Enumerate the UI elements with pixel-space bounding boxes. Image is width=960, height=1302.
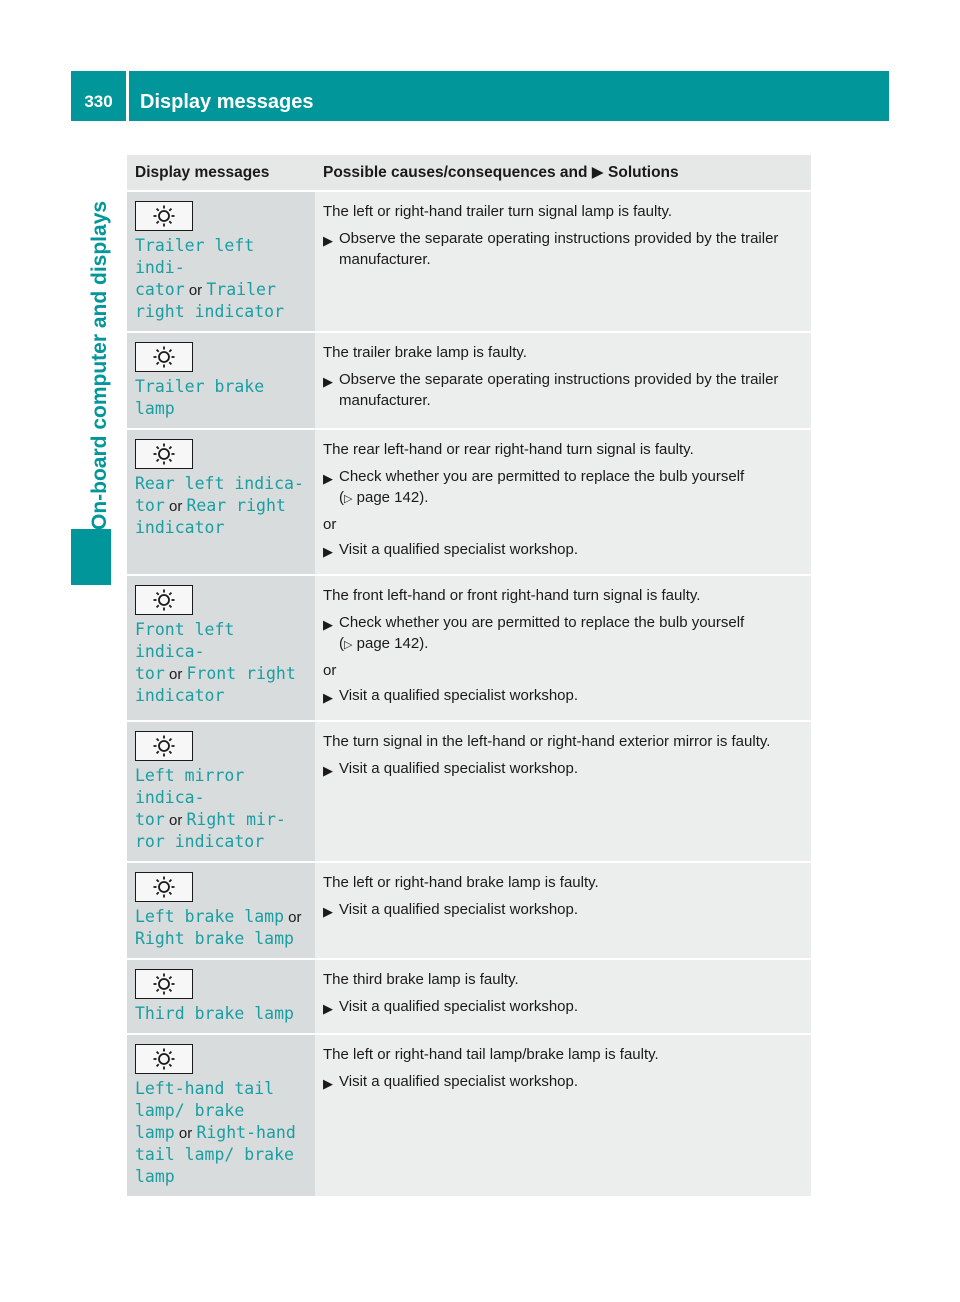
step-arrow-icon: ▶ <box>323 617 333 632</box>
bulb-icon <box>135 439 193 469</box>
message-name: Left mirror indica- tor <box>135 766 245 829</box>
solution-step <box>323 685 803 706</box>
display-message-cell <box>127 191 315 332</box>
step-text: Check whether you are permitted to replace the bulb yourself <box>339 614 745 631</box>
solution-step <box>323 228 803 270</box>
column-header-display-messages: Display messages <box>127 155 315 191</box>
table-row <box>127 959 811 1034</box>
display-message-cell <box>127 721 315 862</box>
cause-text: The third brake lamp is faulty. <box>323 971 519 988</box>
or-separator: or <box>164 666 187 683</box>
bulb-glyph <box>152 442 176 466</box>
step-text: Visit a qualified specialist workshop. <box>339 901 579 918</box>
message-text <box>135 765 307 853</box>
table-row <box>127 575 811 721</box>
bulb-glyph <box>152 588 176 612</box>
step-arrow-icon: ▶ <box>323 374 333 389</box>
display-message-cell <box>127 1034 315 1196</box>
header-divider <box>126 71 129 121</box>
display-message-cell <box>127 862 315 959</box>
message-text <box>135 1078 307 1188</box>
or-separator: or <box>174 1125 197 1142</box>
solution-step <box>323 369 803 411</box>
solution-cell <box>315 575 811 721</box>
table-row <box>127 191 811 332</box>
solution-cell <box>315 1034 811 1196</box>
message-name-alt: Trailer right indicator <box>135 280 285 321</box>
message-name-alt: Right brake lamp <box>135 929 294 948</box>
solution-step <box>323 996 803 1017</box>
display-messages-table <box>127 155 811 1196</box>
bulb-glyph <box>152 875 176 899</box>
solution-step: ▶ Check whether you are permitted to replace the bulb yourself (▷ page 142). <box>323 468 745 506</box>
step-arrow-icon: ▶ <box>323 690 333 705</box>
bulb-icon <box>135 872 193 902</box>
display-message-cell <box>127 575 315 721</box>
step-arrow-icon: ▶ <box>323 471 333 486</box>
solution-step <box>323 758 803 779</box>
display-message-cell <box>127 959 315 1034</box>
message-name-alt: Rear right indicator <box>135 496 286 537</box>
page-ref-icon: ▷ <box>344 493 353 505</box>
or-separator: or <box>164 498 187 515</box>
chapter-title: On-board computer and displays <box>88 200 111 530</box>
message-text <box>135 619 307 707</box>
message-text <box>135 473 307 539</box>
or-separator: or <box>284 909 302 926</box>
bulb-icon <box>135 342 193 372</box>
display-message-cell <box>127 429 315 575</box>
table-row <box>127 721 811 862</box>
message-text <box>135 376 307 420</box>
bulb-glyph <box>152 972 176 996</box>
step-text: Observe the separate operating instructions provided by the trailer manufacturer. <box>339 230 779 268</box>
message-name: Front left indica- tor <box>135 620 235 683</box>
message-name: Third brake lamp <box>135 1004 294 1023</box>
step-arrow-icon: ▶ <box>323 233 333 248</box>
message-name: Rear left indica- tor <box>135 474 304 515</box>
or-text: or <box>323 516 337 533</box>
solution-cell <box>315 332 811 429</box>
step-text: Visit a qualified specialist workshop. <box>339 541 579 558</box>
or-separator: or <box>164 812 187 829</box>
bulb-glyph <box>152 1047 176 1071</box>
page-reference-link[interactable]: page 142). <box>352 489 429 506</box>
message-name: Left brake lamp <box>135 907 285 926</box>
table-row <box>127 1034 811 1196</box>
table-row <box>127 862 811 959</box>
table-row <box>127 429 811 575</box>
step-arrow-icon: ▶ <box>323 544 333 559</box>
cause-text: The turn signal in the left-hand or right-hand exterior mirror is faulty. <box>323 733 771 750</box>
step-arrow-icon: ▶ <box>323 904 333 919</box>
solution-step: ▶ Check whether you are permitted to replace the bulb yourself (▷ page 142). <box>323 614 745 652</box>
solution-cell <box>315 721 811 862</box>
bulb-icon <box>135 731 193 761</box>
message-name: Left-hand tail lamp/ brake lamp <box>135 1079 275 1142</box>
cause-text: The left or right-hand tail lamp/brake lamp is faulty. <box>323 1046 659 1063</box>
page-number: 330 <box>84 92 113 111</box>
message-text <box>135 235 307 323</box>
header-solutions-text: Solutions <box>608 164 679 181</box>
cause-text: The left or right-hand brake lamp is faulty. <box>323 874 599 891</box>
page-reference-link[interactable]: page 142). <box>352 635 429 652</box>
bulb-glyph <box>152 734 176 758</box>
solution-cell <box>315 959 811 1034</box>
step-text: Visit a qualified specialist workshop. <box>339 687 579 704</box>
cause-text: The left or right-hand trailer turn signal lamp is faulty. <box>323 203 673 220</box>
step-text: Check whether you are permitted to replace the bulb yourself <box>339 468 745 485</box>
bulb-icon <box>135 201 193 231</box>
message-text <box>135 1003 307 1025</box>
table-row <box>127 332 811 429</box>
page-title: Display messages <box>140 91 314 113</box>
cause-text: The front left-hand or front right-hand turn signal is faulty. <box>323 587 701 604</box>
header-causes-text: Possible causes/consequences and <box>323 164 588 181</box>
cause-text: The rear left-hand or rear right-hand turn signal is faulty. <box>323 441 694 458</box>
solution-step <box>323 539 803 560</box>
step-text: Visit a qualified specialist workshop. <box>339 760 579 777</box>
message-text <box>135 906 307 950</box>
page-ref-icon: ▷ <box>344 639 353 651</box>
play-arrow-icon: ▶ <box>591 164 604 181</box>
display-message-cell <box>127 332 315 429</box>
step-arrow-icon: ▶ <box>323 1076 333 1091</box>
bulb-icon <box>135 1044 193 1074</box>
bulb-glyph <box>152 345 176 369</box>
message-name-alt: Front right indicator <box>135 664 296 705</box>
or-separator: or <box>184 282 207 299</box>
step-text: Visit a qualified specialist workshop. <box>339 998 579 1015</box>
solution-step <box>323 1071 803 1092</box>
step-arrow-icon: ▶ <box>323 1001 333 1016</box>
message-name-alt: Right-hand tail lamp/ brake lamp <box>135 1123 296 1186</box>
solution-cell <box>315 429 811 575</box>
step-text: Visit a qualified specialist workshop. <box>339 1073 579 1090</box>
column-header-causes-solutions <box>315 155 811 191</box>
message-name: Trailer left indi- cator <box>135 236 255 299</box>
bulb-glyph <box>152 204 176 228</box>
side-chapter-label <box>88 200 118 890</box>
bulb-icon <box>135 585 193 615</box>
cause-text: The trailer brake lamp is faulty. <box>323 344 527 361</box>
or-text: or <box>323 662 337 679</box>
message-name-alt: Right mir- ror indicator <box>135 810 286 851</box>
step-arrow-icon: ▶ <box>323 763 333 778</box>
solution-cell <box>315 862 811 959</box>
solution-step <box>323 899 803 920</box>
bulb-icon <box>135 969 193 999</box>
step-text: Observe the separate operating instructions provided by the trailer manufacturer. <box>339 371 779 409</box>
message-name: Trailer brake lamp <box>135 377 265 418</box>
solution-cell <box>315 191 811 332</box>
